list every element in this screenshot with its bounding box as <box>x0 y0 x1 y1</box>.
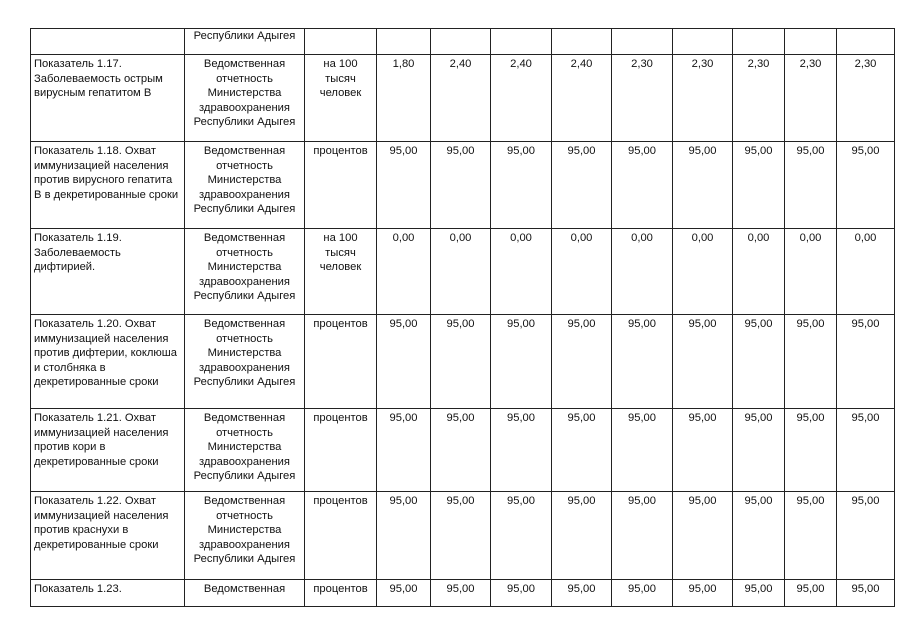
source-cell: Ведомственная отчетность Министерства здравоохранения Республики Адыгея <box>185 492 305 580</box>
unit-cell: на 100 тысяч человек <box>305 55 377 142</box>
value-cell: 95,00 <box>612 492 673 580</box>
value-cell <box>673 29 733 55</box>
indicator-cell: Показатель 1.22. Охват иммунизацией населения против краснухи в декретированные сроки <box>31 492 185 580</box>
value-cell: 95,00 <box>785 492 837 580</box>
value-cell: 95,00 <box>733 315 785 409</box>
source-cell: Ведомственная отчетность Министерства здравоохранения Республики Адыгея <box>185 315 305 409</box>
table-row-indicator-1-22 <box>31 492 895 580</box>
value-cell: 95,00 <box>612 315 673 409</box>
value-cell: 95,00 <box>431 409 491 492</box>
value-cell: 95,00 <box>491 492 552 580</box>
value-cell <box>491 29 552 55</box>
value-cell: 95,00 <box>673 580 733 607</box>
value-cell <box>377 29 431 55</box>
value-cell: 95,00 <box>785 315 837 409</box>
value-cell: 95,00 <box>673 492 733 580</box>
value-cell: 95,00 <box>431 580 491 607</box>
value-cell: 95,00 <box>785 142 837 229</box>
value-cell: 2,30 <box>733 55 785 142</box>
table-row-indicator-1-20 <box>31 315 895 409</box>
value-cell: 95,00 <box>612 580 673 607</box>
table-row-continuation <box>31 29 895 55</box>
value-cell: 2,30 <box>837 55 895 142</box>
value-cell: 95,00 <box>491 142 552 229</box>
value-cell <box>733 29 785 55</box>
value-cell: 95,00 <box>837 580 895 607</box>
value-cell: 2,40 <box>552 55 612 142</box>
source-cell: Ведомственная отчетность Министерства здравоохранения Республики Адыгея <box>185 409 305 492</box>
value-cell: 95,00 <box>785 580 837 607</box>
value-cell: 95,00 <box>377 409 431 492</box>
source-cell: Республики Адыгея <box>185 29 305 55</box>
unit-cell: процентов <box>305 409 377 492</box>
value-cell: 95,00 <box>491 409 552 492</box>
value-cell: 95,00 <box>733 142 785 229</box>
value-cell: 95,00 <box>552 142 612 229</box>
source-cell: Ведомственная отчетность Министерства здравоохранения Республики Адыгея <box>185 229 305 315</box>
value-cell: 1,80 <box>377 55 431 142</box>
value-cell: 95,00 <box>733 492 785 580</box>
value-cell: 95,00 <box>837 142 895 229</box>
value-cell <box>552 29 612 55</box>
source-cell: Ведомственная <box>185 580 305 607</box>
value-cell: 95,00 <box>377 580 431 607</box>
table-row-indicator-1-17 <box>31 55 895 142</box>
value-cell: 2,40 <box>431 55 491 142</box>
value-cell: 95,00 <box>377 315 431 409</box>
source-cell: Ведомственная отчетность Министерства здравоохранения Республики Адыгея <box>185 55 305 142</box>
value-cell: 95,00 <box>552 492 612 580</box>
indicator-cell: Показатель 1.18. Охват иммунизацией населения против вирусного гепатита В в декретированные сроки <box>31 142 185 229</box>
source-cell: Ведомственная отчетность Министерства здравоохранения Республики Адыгея <box>185 142 305 229</box>
indicator-cell: Показатель 1.19. Заболеваемость дифтирией. <box>31 229 185 315</box>
value-cell: 0,00 <box>733 229 785 315</box>
value-cell <box>837 29 895 55</box>
unit-cell <box>305 29 377 55</box>
table-row-indicator-1-21 <box>31 409 895 492</box>
value-cell: 0,00 <box>837 229 895 315</box>
value-cell: 95,00 <box>491 315 552 409</box>
value-cell: 95,00 <box>377 142 431 229</box>
indicator-cell <box>31 29 185 55</box>
unit-cell: процентов <box>305 580 377 607</box>
value-cell: 0,00 <box>431 229 491 315</box>
value-cell: 95,00 <box>673 142 733 229</box>
table-row-indicator-1-23 <box>31 580 895 607</box>
indicator-cell: Показатель 1.20. Охват иммунизацией населения против дифтерии, коклюша и столбняка в декретированные сроки <box>31 315 185 409</box>
value-cell: 95,00 <box>837 492 895 580</box>
value-cell <box>612 29 673 55</box>
value-cell: 95,00 <box>552 580 612 607</box>
value-cell: 95,00 <box>431 142 491 229</box>
value-cell: 2,30 <box>785 55 837 142</box>
value-cell <box>785 29 837 55</box>
value-cell: 0,00 <box>377 229 431 315</box>
indicators-table <box>30 28 895 607</box>
value-cell: 95,00 <box>785 409 837 492</box>
value-cell: 0,00 <box>673 229 733 315</box>
unit-cell: процентов <box>305 142 377 229</box>
unit-cell: на 100 тысяч человек <box>305 229 377 315</box>
value-cell: 95,00 <box>733 409 785 492</box>
value-cell: 0,00 <box>552 229 612 315</box>
value-cell: 95,00 <box>612 142 673 229</box>
value-cell: 95,00 <box>431 315 491 409</box>
value-cell: 0,00 <box>612 229 673 315</box>
indicator-cell: Показатель 1.21. Охват иммунизацией населения против кори в декретированные сроки <box>31 409 185 492</box>
value-cell: 95,00 <box>552 409 612 492</box>
value-cell: 95,00 <box>612 409 673 492</box>
table-row-indicator-1-18 <box>31 142 895 229</box>
indicator-cell: Показатель 1.23. <box>31 580 185 607</box>
value-cell: 95,00 <box>733 580 785 607</box>
value-cell: 95,00 <box>377 492 431 580</box>
unit-cell: процентов <box>305 492 377 580</box>
value-cell: 95,00 <box>673 315 733 409</box>
value-cell: 95,00 <box>837 315 895 409</box>
value-cell: 0,00 <box>785 229 837 315</box>
value-cell: 0,00 <box>491 229 552 315</box>
value-cell: 95,00 <box>491 580 552 607</box>
value-cell: 95,00 <box>431 492 491 580</box>
indicator-cell: Показатель 1.17. Заболеваемость острым вирусным гепатитом В <box>31 55 185 142</box>
table-row-indicator-1-19 <box>31 229 895 315</box>
value-cell: 95,00 <box>837 409 895 492</box>
value-cell: 95,00 <box>673 409 733 492</box>
value-cell <box>431 29 491 55</box>
value-cell: 95,00 <box>552 315 612 409</box>
value-cell: 2,30 <box>673 55 733 142</box>
value-cell: 2,40 <box>491 55 552 142</box>
value-cell: 2,30 <box>612 55 673 142</box>
unit-cell: процентов <box>305 315 377 409</box>
